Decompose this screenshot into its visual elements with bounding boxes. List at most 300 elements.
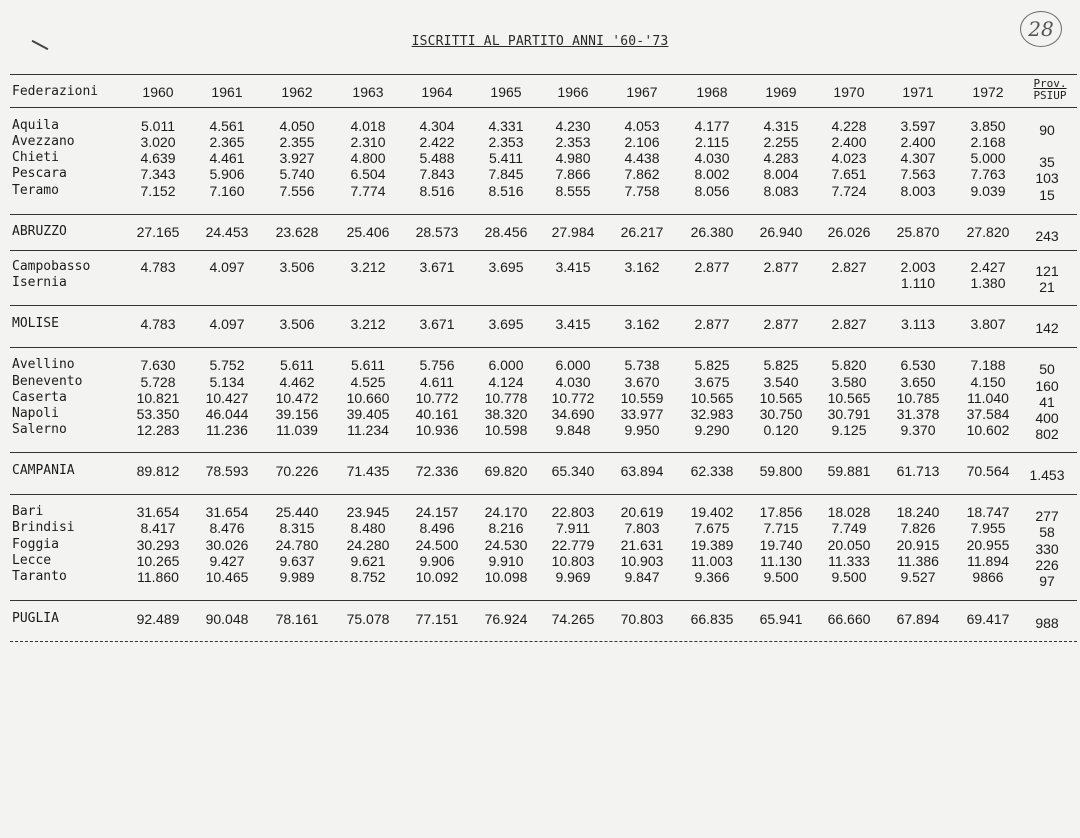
cell-salerno-1965: 10.598: [484, 422, 528, 438]
cell-salerno-1964: 10.936: [415, 422, 459, 438]
cell-abruzzo-1969: 26.940: [759, 224, 803, 240]
cell-aquila-1960: 5.011: [141, 118, 175, 134]
cell-chieti-1965: 5.411: [489, 150, 523, 166]
cell-salerno-1971: 9.370: [900, 422, 936, 438]
cell-abruzzo-prov-psiup: 243: [1035, 228, 1059, 244]
cell-foggia-1967: 21.631: [620, 537, 664, 553]
cell-brindisi-1972: 7.955: [970, 520, 1006, 536]
cell-salerno-1967: 9.950: [624, 422, 660, 438]
rule-above-molise: [10, 305, 1077, 306]
cell-teramo-1965: 8.516: [488, 183, 524, 199]
cell-salerno-1963: 11.234: [347, 422, 389, 438]
cell-caserta-1971: 10.785: [896, 390, 940, 406]
cell-campobasso-1968: 2.877: [694, 259, 730, 275]
cell-lecce-1971: 11.386: [897, 553, 939, 569]
cell-campobasso-1964: 3.671: [419, 259, 455, 275]
cell-chieti-1966: 4.980: [555, 150, 591, 166]
cell-taranto-1970: 9.500: [831, 569, 867, 585]
cell-foggia-1961: 30.026: [205, 537, 249, 553]
cell-aquila-1966: 4.230: [555, 118, 591, 134]
row-label-salerno: Salerno: [12, 422, 67, 437]
cell-aquila-1969: 4.315: [763, 118, 799, 134]
cell-napoli-1960: 53.350: [136, 406, 180, 422]
cell-foggia-1968: 19.389: [690, 537, 734, 553]
cell-avezzano-1971: 2.400: [900, 134, 936, 150]
cell-bari-1969: 17.856: [759, 504, 803, 520]
cell-taranto-1972: 9866: [972, 569, 1004, 585]
header-prov-psiup: [1024, 78, 1076, 102]
cell-napoli-1971: 31.378: [896, 406, 940, 422]
cell-avellino-1963: 5.611: [351, 357, 385, 373]
cell-puglia-1961: 90.048: [205, 611, 249, 627]
cell-teramo-1969: 8.083: [763, 183, 799, 199]
cell-campania-1968: 62.338: [690, 463, 734, 479]
cell-campobasso-1966: 3.415: [555, 259, 591, 275]
cell-aquila-1972: 3.850: [970, 118, 1006, 134]
cell-molise-1964: 3.671: [419, 316, 455, 332]
cell-lecce-1964: 9.906: [419, 553, 455, 569]
cell-brindisi-1967: 7.803: [624, 520, 660, 536]
cell-abruzzo-1963: 25.406: [346, 224, 390, 240]
cell-avellino-1971: 6.530: [900, 357, 936, 373]
cell-lecce-1963: 9.621: [350, 553, 386, 569]
cell-campania-1962: 70.226: [275, 463, 319, 479]
cell-bari-1965: 24.170: [484, 504, 528, 520]
cell-puglia-1968: 66.835: [690, 611, 734, 627]
cell-campania-1971: 61.713: [896, 463, 940, 479]
row-label-brindisi: Brindisi: [12, 520, 75, 535]
cell-campobasso-1960: 4.783: [140, 259, 176, 275]
cell-salerno-1968: 9.290: [694, 422, 730, 438]
cell-salerno-1962: 11.039: [276, 422, 318, 438]
row-label-napoli: Napoli: [12, 406, 59, 421]
cell-teramo-1970: 7.724: [831, 183, 867, 199]
cell-puglia-1960: 92.489: [136, 611, 180, 627]
cell-teramo-1962: 7.556: [279, 183, 315, 199]
cell-pescara-1966: 7.866: [555, 166, 591, 182]
cell-lecce-1966: 10.803: [551, 553, 595, 569]
cell-abruzzo-1962: 23.628: [275, 224, 319, 240]
cell-salerno-1961: 11.236: [206, 422, 248, 438]
cell-taranto-prov-psiup: 97: [1039, 573, 1055, 589]
cell-avezzano-1966: 2.353: [555, 134, 591, 150]
cell-avellino-1967: 5.738: [624, 357, 660, 373]
header-federazioni: Federazioni: [12, 84, 99, 99]
cell-salerno-1960: 12.283: [136, 422, 180, 438]
cell-taranto-1966: 9.969: [555, 569, 591, 585]
cell-campobasso-1965: 3.695: [488, 259, 524, 275]
cell-puglia-1965: 76.924: [484, 611, 528, 627]
cell-molise-1971: 3.113: [901, 316, 935, 332]
cell-isernia-1972: 1.380: [970, 275, 1006, 291]
cell-benevento-prov-psiup: 160: [1035, 378, 1059, 394]
cell-puglia-prov-psiup: 988: [1035, 615, 1059, 631]
cell-aquila-1968: 4.177: [694, 118, 730, 134]
cell-benevento-1962: 4.462: [279, 374, 315, 390]
cell-foggia-1969: 19.740: [759, 537, 803, 553]
cell-lecce-1968: 11.003: [691, 553, 733, 569]
cell-lecce-1970: 11.333: [828, 553, 870, 569]
cell-taranto-1965: 10.098: [484, 569, 528, 585]
cell-molise-1962: 3.506: [279, 316, 315, 332]
cell-lecce-1967: 10.903: [620, 553, 664, 569]
cell-napoli-1967: 33.977: [620, 406, 664, 422]
cell-campobasso-prov-psiup: 121: [1035, 263, 1059, 279]
cell-molise-1967: 3.162: [624, 316, 660, 332]
cell-taranto-1960: 11.860: [137, 569, 179, 585]
cell-bari-prov-psiup: 277: [1035, 508, 1059, 524]
cell-chieti-1969: 4.283: [763, 150, 799, 166]
cell-molise-1963: 3.212: [350, 316, 386, 332]
cell-avezzano-1968: 2.115: [695, 134, 729, 150]
document-title: ISCRITTI AL PARTITO ANNI '60-'73: [411, 34, 669, 49]
cell-avellino-1968: 5.825: [694, 357, 730, 373]
header-year-1969: 1969: [765, 84, 797, 100]
cell-teramo-1963: 7.774: [350, 183, 386, 199]
header-year-1965: 1965: [490, 84, 522, 100]
cell-napoli-1970: 30.791: [827, 406, 871, 422]
cell-foggia-1971: 20.915: [896, 537, 940, 553]
cell-caserta-1964: 10.772: [415, 390, 459, 406]
cell-campania-1970: 59.881: [827, 463, 871, 479]
cell-pescara-1967: 7.862: [624, 166, 660, 182]
cell-avezzano-1962: 2.355: [279, 134, 315, 150]
cell-abruzzo-1965: 28.456: [484, 224, 528, 240]
row-label-pescara: Pescara: [12, 166, 67, 181]
cell-chieti-prov-psiup: 35: [1039, 154, 1055, 170]
cell-avellino-1970: 5.820: [831, 357, 867, 373]
cell-caserta-1960: 10.821: [136, 390, 180, 406]
cell-taranto-1961: 10.465: [205, 569, 249, 585]
row-label-abruzzo: ABRUZZO: [12, 224, 67, 239]
cell-avezzano-1969: 2.255: [763, 134, 799, 150]
cell-pescara-1963: 6.504: [350, 166, 386, 182]
cell-isernia-1971: 1.110: [901, 275, 935, 291]
cell-abruzzo-1961: 24.453: [205, 224, 249, 240]
cell-teramo-1972: 9.039: [970, 183, 1006, 199]
cell-molise-1960: 4.783: [140, 316, 176, 332]
cell-bari-1964: 24.157: [415, 504, 459, 520]
cell-teramo-1968: 8.056: [694, 183, 730, 199]
cell-campobasso-1962: 3.506: [279, 259, 315, 275]
cell-teramo-1964: 8.516: [419, 183, 455, 199]
cell-pescara-1968: 8.002: [694, 166, 730, 182]
cell-campania-prov-psiup: 1.453: [1029, 467, 1065, 483]
cell-taranto-1963: 8.752: [350, 569, 386, 585]
cell-brindisi-1964: 8.496: [419, 520, 455, 536]
cell-taranto-1964: 10.092: [415, 569, 459, 585]
cell-chieti-1968: 4.030: [694, 150, 730, 166]
cell-taranto-1969: 9.500: [763, 569, 799, 585]
cell-pescara-1961: 5.906: [209, 166, 245, 182]
cell-aquila-1961: 4.561: [209, 118, 245, 134]
cell-molise-1965: 3.695: [488, 316, 524, 332]
cell-brindisi-1971: 7.826: [900, 520, 936, 536]
cell-napoli-1962: 39.156: [275, 406, 319, 422]
cell-brindisi-1965: 8.216: [488, 520, 524, 536]
cell-lecce-1960: 10.265: [136, 553, 180, 569]
cell-campania-1965: 69.820: [484, 463, 528, 479]
row-label-lecce: Lecce: [12, 553, 52, 568]
row-label-taranto: Taranto: [12, 569, 67, 584]
cell-chieti-1972: 5.000: [970, 150, 1006, 166]
cell-caserta-1968: 10.565: [690, 390, 734, 406]
cell-salerno-1969: 0.120: [763, 422, 799, 438]
cell-lecce-1961: 9.427: [209, 553, 245, 569]
cell-avellino-1962: 5.611: [280, 357, 314, 373]
header-year-1964: 1964: [421, 84, 453, 100]
page-number-stamp: 28: [1020, 11, 1062, 47]
cell-abruzzo-1964: 28.573: [415, 224, 459, 240]
rule-above-puglia: [10, 600, 1077, 601]
cell-foggia-1972: 20.955: [966, 537, 1010, 553]
cell-bari-1966: 22.803: [551, 504, 595, 520]
cell-puglia-1970: 66.660: [827, 611, 871, 627]
cell-avezzano-1961: 2.365: [209, 134, 245, 150]
cell-avezzano-1965: 2.353: [488, 134, 524, 150]
cell-campobasso-1972: 2.427: [970, 259, 1006, 275]
cell-lecce-1969: 11.130: [760, 553, 802, 569]
row-label-bari: Bari: [12, 504, 44, 519]
cell-avezzano-1960: 3.020: [140, 134, 176, 150]
cell-campania-1964: 72.336: [415, 463, 459, 479]
cell-abruzzo-1966: 27.984: [551, 224, 595, 240]
cell-teramo-1971: 8.003: [900, 183, 936, 199]
cell-puglia-1972: 69.417: [966, 611, 1010, 627]
header-psiup-label: PSIUP: [1033, 89, 1067, 102]
row-label-campania: CAMPANIA: [12, 463, 75, 478]
cell-benevento-1972: 4.150: [970, 374, 1006, 390]
row-label-molise: MOLISE: [12, 316, 59, 331]
cell-pescara-1964: 7.843: [419, 166, 455, 182]
cell-brindisi-1969: 7.715: [763, 520, 799, 536]
cell-foggia-1964: 24.500: [415, 537, 459, 553]
cell-pescara-prov-psiup: 103: [1035, 170, 1059, 186]
cell-pescara-1969: 8.004: [763, 166, 799, 182]
rule-header: [10, 107, 1077, 108]
cell-puglia-1964: 77.151: [415, 611, 459, 627]
cell-pescara-1960: 7.343: [140, 166, 176, 182]
cell-avezzano-1963: 2.310: [350, 134, 386, 150]
cell-molise-prov-psiup: 142: [1035, 320, 1059, 336]
cell-benevento-1970: 3.580: [831, 374, 867, 390]
cell-benevento-1967: 3.670: [624, 374, 660, 390]
row-label-benevento: Benevento: [12, 374, 83, 389]
cell-pescara-1962: 5.740: [279, 166, 315, 182]
cell-bari-1967: 20.619: [620, 504, 664, 520]
row-label-chieti: Chieti: [12, 150, 59, 165]
cell-salerno-1966: 9.848: [555, 422, 591, 438]
cell-puglia-1963: 75.078: [346, 611, 390, 627]
cell-bari-1960: 31.654: [136, 504, 180, 520]
cell-foggia-1963: 24.280: [346, 537, 390, 553]
header-year-1960: 1960: [142, 84, 174, 100]
cell-campania-1961: 78.593: [205, 463, 249, 479]
cell-salerno-1972: 10.602: [966, 422, 1010, 438]
cell-bari-1961: 31.654: [205, 504, 249, 520]
cell-aquila-1971: 3.597: [900, 118, 936, 134]
cell-napoli-1968: 32.983: [690, 406, 734, 422]
cell-chieti-1964: 5.488: [419, 150, 455, 166]
header-year-1968: 1968: [696, 84, 728, 100]
cell-benevento-1966: 4.030: [555, 374, 591, 390]
cell-salerno-prov-psiup: 802: [1035, 426, 1059, 442]
cell-caserta-1972: 11.040: [967, 390, 1009, 406]
cell-teramo-1960: 7.152: [140, 183, 176, 199]
rule-below-campania: [10, 494, 1077, 495]
cell-avellino-1966: 6.000: [555, 357, 591, 373]
cell-benevento-1965: 4.124: [488, 374, 524, 390]
cell-brindisi-1961: 8.476: [209, 520, 245, 536]
cell-brindisi-1968: 7.675: [694, 520, 730, 536]
cell-foggia-1970: 20.050: [827, 537, 871, 553]
cell-chieti-1963: 4.800: [350, 150, 386, 166]
cell-chieti-1960: 4.639: [140, 150, 176, 166]
cell-foggia-1965: 24.530: [484, 537, 528, 553]
cell-caserta-1966: 10.772: [551, 390, 595, 406]
cell-brindisi-prov-psiup: 58: [1039, 524, 1055, 540]
cell-lecce-1972: 11.894: [967, 553, 1009, 569]
row-label-avellino: Avellino: [12, 357, 75, 372]
cell-puglia-1962: 78.161: [275, 611, 319, 627]
cell-benevento-1961: 5.134: [209, 374, 245, 390]
cell-lecce-1962: 9.637: [279, 553, 315, 569]
cell-abruzzo-1968: 26.380: [690, 224, 734, 240]
cell-foggia-1962: 24.780: [275, 537, 319, 553]
cell-caserta-1961: 10.427: [205, 390, 249, 406]
cell-chieti-1961: 4.461: [209, 150, 245, 166]
cell-puglia-1971: 67.894: [896, 611, 940, 627]
cell-benevento-1971: 3.650: [900, 374, 936, 390]
row-label-puglia: PUGLIA: [12, 611, 59, 626]
cell-pescara-1971: 7.563: [900, 166, 936, 182]
cell-avezzano-1964: 2.422: [419, 134, 455, 150]
cell-campania-1969: 59.800: [759, 463, 803, 479]
row-label-foggia: Foggia: [12, 537, 59, 552]
cell-bari-1968: 19.402: [690, 504, 734, 520]
cell-napoli-1969: 30.750: [759, 406, 803, 422]
cell-teramo-1967: 7.758: [624, 183, 660, 199]
cell-abruzzo-1967: 26.217: [620, 224, 664, 240]
cell-campobasso-1971: 2.003: [900, 259, 936, 275]
cell-bari-1971: 18.240: [896, 504, 940, 520]
cell-molise-1969: 2.877: [763, 316, 799, 332]
header-year-1961: 1961: [211, 84, 243, 100]
cell-brindisi-1963: 8.480: [350, 520, 386, 536]
cell-caserta-prov-psiup: 41: [1039, 394, 1055, 410]
cell-teramo-prov-psiup: 15: [1039, 187, 1055, 203]
cell-avellino-1960: 7.630: [140, 357, 176, 373]
cell-campobasso-1967: 3.162: [624, 259, 660, 275]
row-label-teramo: Teramo: [12, 183, 59, 198]
cell-bari-1962: 25.440: [275, 504, 319, 520]
cell-caserta-1969: 10.565: [759, 390, 803, 406]
cell-taranto-1967: 9.847: [624, 569, 660, 585]
cell-pescara-1965: 7.845: [488, 166, 524, 182]
cell-pescara-1972: 7.763: [970, 166, 1006, 182]
cell-caserta-1967: 10.559: [620, 390, 664, 406]
cell-campania-1972: 70.564: [966, 463, 1010, 479]
cell-avellino-1972: 7.188: [970, 357, 1006, 373]
cell-molise-1970: 2.827: [831, 316, 867, 332]
cell-molise-1961: 4.097: [209, 316, 245, 332]
cell-brindisi-1962: 8.315: [279, 520, 315, 536]
cell-abruzzo-1970: 26.026: [827, 224, 871, 240]
row-label-caserta: Caserta: [12, 390, 67, 405]
cell-caserta-1962: 10.472: [275, 390, 319, 406]
cell-avezzano-1967: 2.106: [624, 134, 660, 150]
cell-campania-1966: 65.340: [551, 463, 595, 479]
cell-campobasso-1969: 2.877: [763, 259, 799, 275]
cell-campania-1960: 89.812: [136, 463, 180, 479]
cell-avellino-prov-psiup: 50: [1039, 361, 1055, 377]
cell-napoli-1972: 37.584: [966, 406, 1010, 422]
cell-brindisi-1970: 7.749: [831, 520, 867, 536]
cell-brindisi-1960: 8.417: [140, 520, 176, 536]
cell-napoli-1963: 39.405: [346, 406, 390, 422]
cell-avellino-1964: 5.756: [419, 357, 455, 373]
cell-chieti-1967: 4.438: [624, 150, 660, 166]
cell-salerno-1970: 9.125: [831, 422, 867, 438]
cell-avellino-1965: 6.000: [488, 357, 524, 373]
cell-aquila-1962: 4.050: [279, 118, 315, 134]
cell-lecce-1965: 9.910: [488, 553, 524, 569]
rule-above-abruzzo: [10, 214, 1077, 215]
cell-puglia-1969: 65.941: [759, 611, 803, 627]
cell-avezzano-1970: 2.400: [831, 134, 867, 150]
header-year-1967: 1967: [626, 84, 658, 100]
cell-teramo-1966: 8.555: [555, 183, 591, 199]
cell-abruzzo-1960: 27.165: [136, 224, 180, 240]
cell-aquila-prov-psiup: 90: [1039, 122, 1055, 138]
cell-caserta-1963: 10.660: [346, 390, 390, 406]
cell-napoli-1966: 34.690: [551, 406, 595, 422]
cell-caserta-1965: 10.778: [484, 390, 528, 406]
cell-napoli-1965: 38.320: [484, 406, 528, 422]
cell-caserta-1970: 10.565: [827, 390, 871, 406]
cell-benevento-1968: 3.675: [694, 374, 730, 390]
rule-bottom: [10, 641, 1077, 642]
cell-benevento-1969: 3.540: [763, 374, 799, 390]
cell-molise-1972: 3.807: [970, 316, 1006, 332]
cell-benevento-1960: 5.728: [140, 374, 176, 390]
cell-benevento-1963: 4.525: [350, 374, 386, 390]
rule-above-campania: [10, 452, 1077, 453]
cell-campobasso-1961: 4.097: [209, 259, 245, 275]
row-label-avezzano: Avezzano: [12, 134, 75, 149]
cell-napoli-prov-psiup: 400: [1035, 410, 1059, 426]
rule-below-molise: [10, 347, 1077, 348]
cell-campobasso-1963: 3.212: [350, 259, 386, 275]
cell-bari-1963: 23.945: [346, 504, 390, 520]
cell-campobasso-1970: 2.827: [831, 259, 867, 275]
cell-campania-1967: 63.894: [620, 463, 664, 479]
header-year-1971: 1971: [902, 84, 934, 100]
cell-chieti-1962: 3.927: [279, 150, 315, 166]
rule-top: [10, 74, 1077, 75]
cell-abruzzo-1971: 25.870: [896, 224, 940, 240]
cell-avellino-1961: 5.752: [209, 357, 245, 373]
cell-puglia-1967: 70.803: [620, 611, 664, 627]
cell-foggia-prov-psiup: 330: [1035, 541, 1059, 557]
cell-brindisi-1966: 7.911: [556, 520, 590, 536]
cell-chieti-1971: 4.307: [900, 150, 936, 166]
cell-bari-1970: 18.028: [827, 504, 871, 520]
cell-foggia-1966: 22.779: [551, 537, 595, 553]
cell-aquila-1964: 4.304: [419, 118, 455, 134]
cell-puglia-1966: 74.265: [551, 611, 595, 627]
header-year-1962: 1962: [281, 84, 313, 100]
